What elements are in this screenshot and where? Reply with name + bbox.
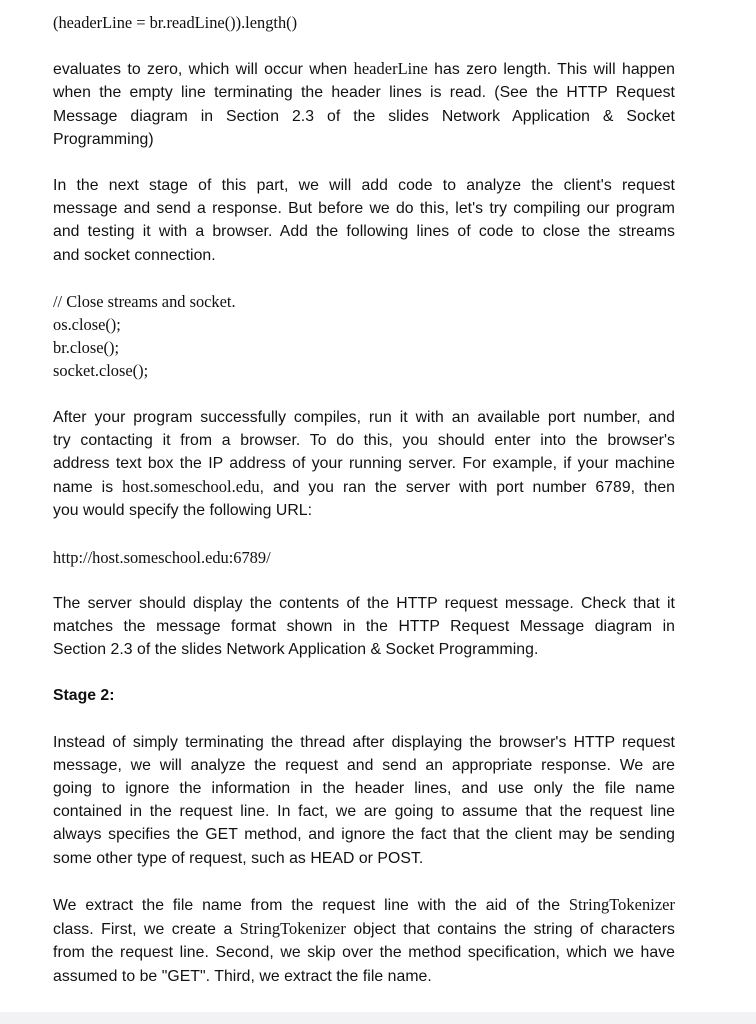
text-line: always specifies the GET method, and ignore the fact that the client may be sending bbox=[53, 826, 675, 844]
code-block-close-streams bbox=[53, 290, 675, 383]
text-line: Section 2.3 of the slides Network Application & Socket Programming. bbox=[53, 641, 539, 659]
example-url: http://host.someschool.edu:6789/ bbox=[53, 547, 271, 567]
text-line: contained in the request line. In fact, we are going to assume that the request line bbox=[53, 803, 675, 821]
code-line: // Close streams and socket. bbox=[53, 291, 236, 311]
paragraph-run-program bbox=[53, 406, 675, 523]
text-line: Instead of simply terminating the thread after displaying the browser's HTTP request bbox=[53, 733, 675, 751]
text-line: In the next stage of this part, we will add code to analyze the client's request bbox=[53, 177, 675, 195]
text-line: The server should display the contents of the HTTP request message. Check that it bbox=[53, 594, 675, 612]
text-line: evaluates to zero, which will occur when headerLine has zero length. This will happen bbox=[53, 59, 676, 79]
text-line: address text box the IP address of your running server. For example, if your machine bbox=[53, 455, 675, 473]
text-line: you would specify the following URL: bbox=[53, 502, 313, 520]
code-line: br.close(); bbox=[53, 338, 119, 358]
inline-code: StringTokenizer bbox=[568, 894, 675, 914]
text-line: and socket connection. bbox=[53, 246, 216, 264]
text-line: message, we will analyze the request and send an appropriate response. We are bbox=[53, 756, 675, 774]
text-line: message and send a response. But before we do this, let's try compiling our program bbox=[53, 200, 675, 218]
inline-code: StringTokenizer bbox=[239, 919, 346, 939]
inline-code: host.someschool.edu bbox=[122, 477, 260, 497]
text-line: We extract the file name from the request line with the aid of the StringTokenizer bbox=[53, 894, 675, 914]
paragraph-analyze-request bbox=[53, 731, 675, 870]
text-line: class. First, we create a StringTokenizer object that contains the string of characters bbox=[53, 919, 675, 939]
paragraph-server-display bbox=[53, 592, 675, 662]
text-line: going to ignore the information in the header lines, and use only the file name bbox=[53, 780, 675, 798]
code-line: socket.close(); bbox=[53, 361, 149, 381]
text-line: when the empty line terminating the header lines is read. (See the HTTP Request bbox=[53, 84, 675, 102]
header-line-code: (headerLine = br.readLine()).length() bbox=[53, 13, 298, 32]
text-line: from the request line. Second, we skip over the method specification, which we have bbox=[53, 944, 675, 962]
text-line: some other type of request, such as HEAD or POST. bbox=[53, 849, 424, 867]
text-line: and testing it with a browser. Add the following lines of code to close the streams bbox=[53, 223, 675, 241]
text-line: assumed to be "GET". Third, we extract the file name. bbox=[53, 967, 432, 985]
page-bottom-edge bbox=[0, 1012, 756, 1024]
paragraph-string-tokenizer bbox=[53, 893, 675, 988]
code-line: os.close(); bbox=[53, 315, 121, 335]
paragraph-next-stage bbox=[53, 174, 675, 267]
text-line: Message diagram in Section 2.3 of the slides Network Application & Socket bbox=[53, 107, 675, 125]
text-line: try contacting it from a browser. To do this, you should enter into the browser's bbox=[53, 431, 675, 449]
text-line: name is host.someschool.edu, and you ran the server with port number 6789, then bbox=[53, 477, 675, 497]
text-line: Programming) bbox=[53, 130, 154, 148]
text-line: After your program successfully compiles, run it with an available port number, and bbox=[53, 408, 675, 426]
stage-2-heading: Stage 2: bbox=[53, 687, 115, 705]
paragraph-header-line-explanation bbox=[53, 57, 675, 151]
text-line: matches the message format shown in the HTTP Request Message diagram in bbox=[53, 618, 675, 636]
inline-code: headerLine bbox=[353, 59, 428, 79]
